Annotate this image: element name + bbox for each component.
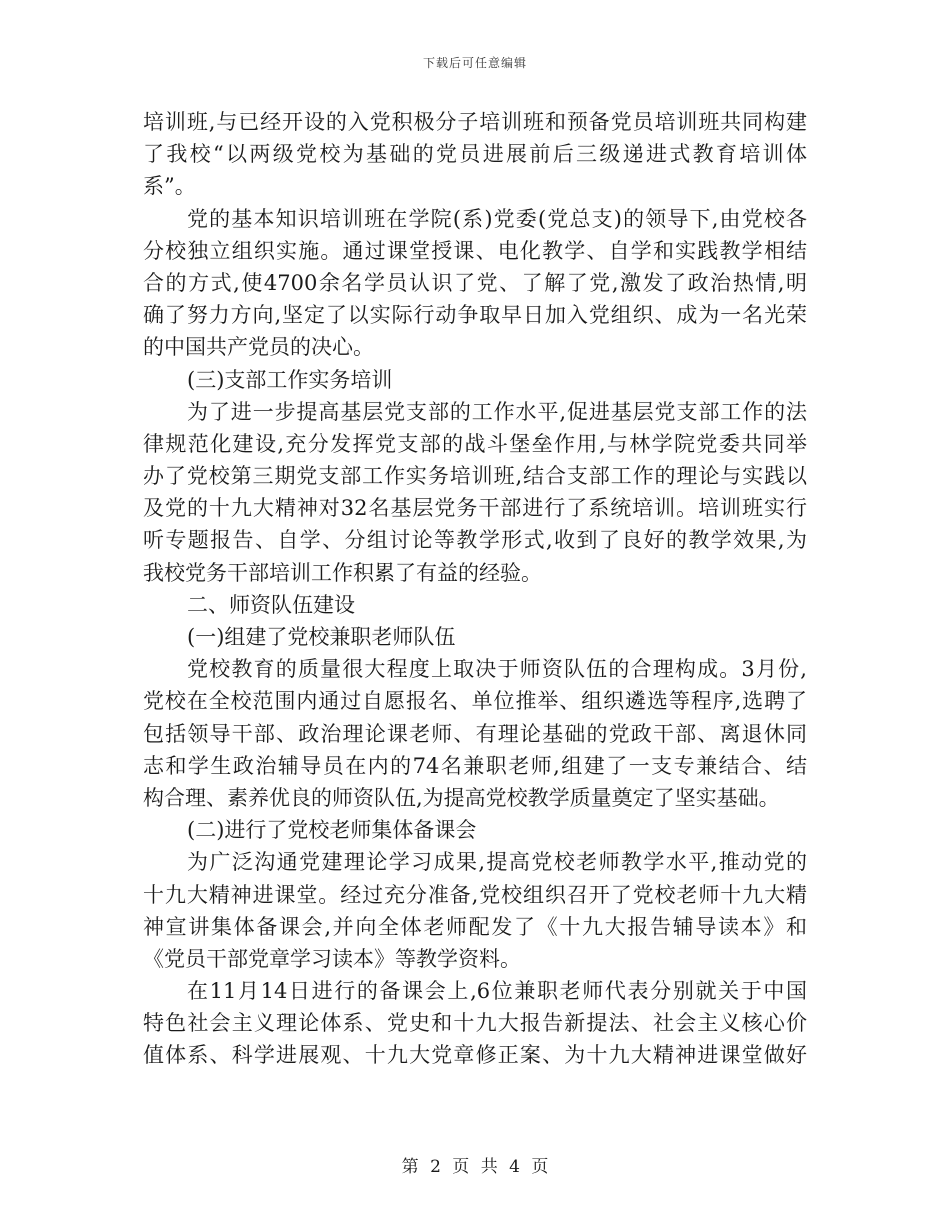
text-line: 系”。 — [143, 174, 196, 199]
text-line: 合的方式,使4700余名学员认识了党、了解了党,激发了政治热情,明 — [143, 270, 807, 295]
text-line: 神宣讲集体备课会,并向全体老师配发了《十九大报告辅导读本》和 — [143, 914, 807, 939]
text-line: 十九大精神进课堂。经过充分准备,党校组织召开了党校老师十九大精 — [143, 882, 807, 907]
text-line: 志和学生政治辅导员在内的74名兼职老师,组建了一支专兼结合、结 — [143, 753, 807, 778]
text-line: 为了进一步提高基层党支部的工作水平,促进基层党支部工作的法 — [187, 399, 807, 424]
text-line: 听专题报告、自学、分组讨论等教学形式,收到了良好的教学效果,为 — [143, 528, 807, 553]
text-line: 党校在全校范围内通过自愿报名、单位推举、组织遴选等程序,选聘了 — [143, 689, 807, 714]
page-number-footer: 第 2 页 共 4 页 — [401, 1157, 549, 1177]
text-line: 办了党校第三期党支部工作实务培训班,结合支部工作的理论与实践以 — [143, 464, 807, 489]
text-line: 《党员干部党章学习读本》等教学资料。 — [143, 946, 521, 971]
text-line: 为广泛沟通党建理论学习成果,提高党校老师教学水平,推动党的 — [187, 850, 807, 875]
text-line: 及党的十九大精神对32名基层党务干部进行了系统培训。培训班实行 — [143, 496, 807, 521]
text-line: 了我校“以两级党校为基础的党员进展前后三级递进式教育培训体 — [143, 142, 807, 167]
text-line: (二)进行了党校老师集体备课会 — [187, 818, 477, 843]
text-line: 党校教育的质量很大程度上取决于师资队伍的合理构成。3月份, — [187, 657, 807, 682]
document-body — [143, 106, 807, 1072]
text-line: 确了努力方向,坚定了以实际行动争取早日加入党组织、成为一名光荣 — [143, 303, 807, 328]
text-line: 的中国共产党员的决心。 — [143, 335, 374, 360]
text-line: 值体系、科学进展观、十九大党章修正案、为十九大精神进课堂做好 — [143, 1043, 807, 1068]
text-line: 党的基本知识培训班在学院(系)党委(党总支)的领导下,由党校各 — [187, 206, 807, 231]
text-line: 特色社会主义理论体系、党史和十九大报告新提法、社会主义核心价 — [143, 1011, 807, 1036]
text-line: 包括领导干部、政治理论课老师、有理论基础的党政干部、离退休同 — [143, 721, 807, 746]
text-line: 分校独立组织实施。通过课堂授课、电化教学、自学和实践教学相结 — [143, 238, 807, 263]
text-line: 二、师资队伍建设 — [187, 592, 355, 617]
text-line: 构合理、素养优良的师资队伍,为提高党校教学质量奠定了坚实基础。 — [143, 785, 780, 810]
page-header: 下载后可任意编辑 — [422, 56, 527, 70]
text-line: 培训班,与已经开设的入党积极分子培训班和预备党员培训班共同构建 — [143, 110, 807, 134]
text-line: 律规范化建设,充分发挥党支部的战斗堡垒作用,与林学院党委共同举 — [143, 431, 807, 456]
text-line: 在11月14日进行的备课会上,6位兼职老师代表分别就关于中国 — [187, 979, 807, 1004]
text-line: (三)支部工作实务培训 — [187, 367, 393, 392]
text-line: 我校党务干部培训工作积累了有益的经验。 — [143, 560, 542, 585]
text-line: (一)组建了党校兼职老师队伍 — [187, 625, 456, 649]
